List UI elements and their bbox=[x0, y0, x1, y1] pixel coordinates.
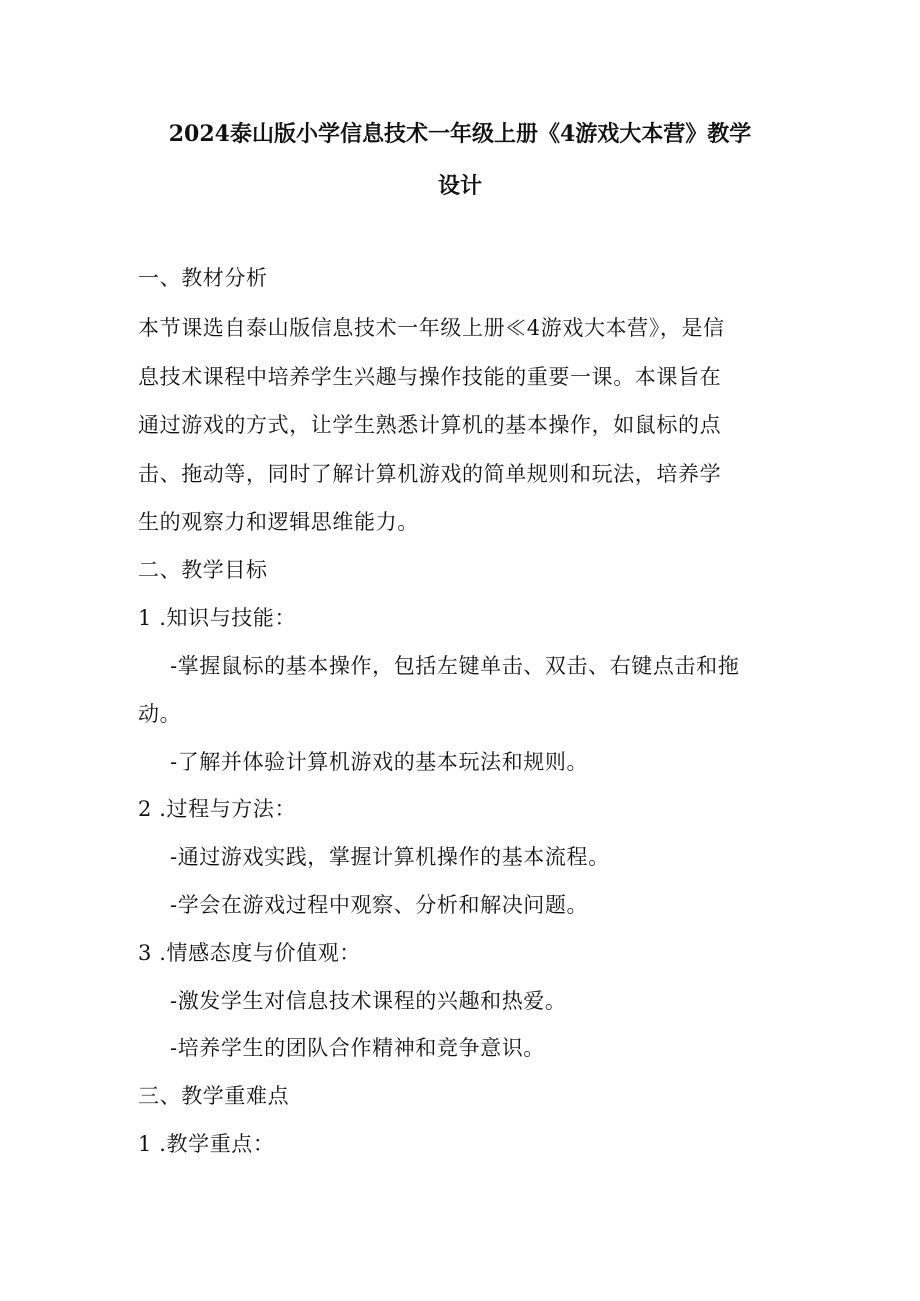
section-heading-key-difficult-points: 三、教学重难点 bbox=[138, 1084, 290, 1108]
document-title-line-2: 设计 bbox=[437, 173, 482, 199]
list-item: -掌握鼠标的基本操作，包括左键单击、双击、右键点击和拖 bbox=[170, 654, 740, 678]
list-item: -培养学生的团队合作精神和竞争意识。 bbox=[170, 1036, 545, 1060]
document-title-line-1: 2024泰山版小学信息技术一年级上册《4游戏大本营》教学 bbox=[168, 121, 752, 147]
list-item-continuation: 动。 bbox=[138, 702, 182, 726]
list-item: -了解并体验计算机游戏的基本玩法和规则。 bbox=[170, 750, 589, 774]
paragraph-line: 通过游戏的方式，让学生熟悉计算机的基本操作，如鼠标的点 bbox=[138, 413, 722, 437]
list-item: -激发学生对信息技术课程的兴趣和热爱。 bbox=[170, 989, 567, 1013]
list-item: -通过游戏实践，掌握计算机操作的基本流程。 bbox=[170, 845, 610, 869]
list-heading: 2 .过程与方法： bbox=[138, 797, 297, 821]
list-item: -学会在游戏过程中观察、分析和解决问题。 bbox=[170, 893, 589, 917]
list-heading: 1 .教学重点： bbox=[138, 1132, 275, 1156]
list-heading: 1 .知识与技能： bbox=[138, 606, 297, 630]
list-heading: 3 .情感态度与价值观： bbox=[138, 941, 361, 965]
paragraph-line: 本节课选自泰山版信息技术一年级上册≪4游戏大本营》，是信 bbox=[138, 316, 725, 340]
paragraph-line: 生的观察力和逻辑思维能力。 bbox=[138, 510, 419, 534]
section-heading-teaching-objectives: 二、教学目标 bbox=[138, 558, 268, 582]
section-heading-textbook-analysis: 一、教材分析 bbox=[138, 266, 268, 290]
paragraph-line: 击、拖动等，同时了解计算机游戏的简单规则和玩法，培养学 bbox=[138, 462, 722, 486]
paragraph-line: 息技术课程中培养学生兴趣与操作技能的重要一课。本课旨在 bbox=[138, 365, 722, 389]
